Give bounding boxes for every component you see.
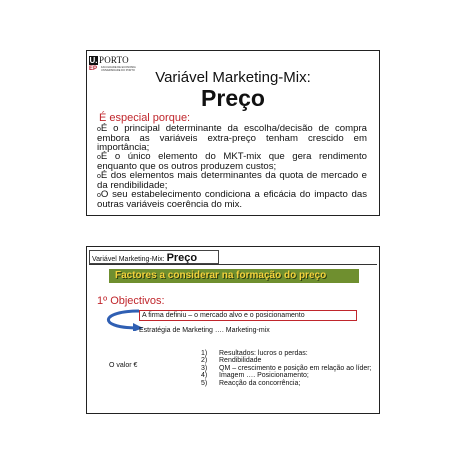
list-item: 3) QM – crescimento e posição em relação ao líder; [201,364,372,372]
list-item: 1) Resultados: lucros o perdas: [201,350,308,357]
objectives-heading: 1º Objectivos: [97,295,165,307]
slide-2 [86,246,380,414]
valor-label: O valor € [109,362,138,369]
slide-title: Variável Marketing-Mix: [155,69,311,86]
bullet-point: oÉ dos elementos mais determinantes da quota de mercado e da rendibilidade; [97,170,367,191]
bullet-point: oÉ o único elemento do MKT-mix que gera rendimento enquanto que os outros produzem custos; [97,151,367,172]
lead-heading: É especial porque: [99,112,191,124]
slide-subtitle: Preço [201,85,265,111]
bullet-icon: o [97,154,101,161]
list-item: 5) Reacção da concorrência; [201,379,301,387]
bullet-point: oÉ o principal determinante da escolha/decisão de compra embora as variáveis extra-preço tenham crescido em importância; [97,123,367,153]
logo-word: PORTO [99,55,129,65]
logo-mark: U. [89,55,98,65]
section-banner: Factores a considerar na formação do preço [109,269,359,283]
list-item: 4) Imagem …. Posicionamento; [201,372,309,380]
bullet-point: oO seu estabelecimento condiciona a eficácia do impacto das outras variáveis coerência do mix. [97,189,367,210]
slide-1 [86,50,380,216]
header-bold: Preço [166,252,198,264]
firm-definition-box: A firma definiu – o mercado alvo e o posicionamento [139,310,357,321]
bullet-icon: o [97,173,101,180]
logo-faculty: FACULDADE DE ECONOMIA UNIVERSIDADE DO PORTO [101,66,136,72]
header-prefix: Variável Marketing-Mix: [92,256,167,263]
slide-header [89,250,219,264]
numbered-list [201,350,377,387]
list-item: 2) Rendibilidade [201,357,262,365]
bullet-icon: o [97,126,101,133]
bullet-list [97,124,367,209]
header-divider [89,264,377,265]
logo-ep: EP [89,66,98,72]
strategy-text: Estratégia de Marketing …. Marketing-mix [139,327,270,334]
bullet-icon: o [97,192,101,199]
